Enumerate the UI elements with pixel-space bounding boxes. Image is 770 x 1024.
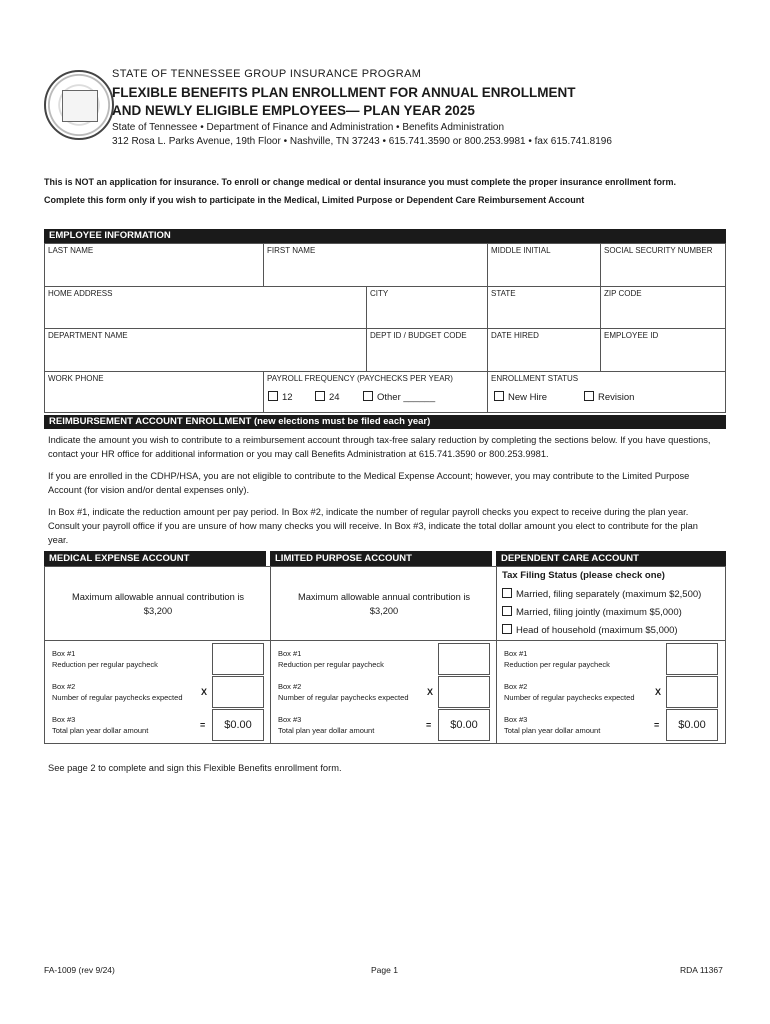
reimbursement-para-1: Indicate the amount you wish to contribute to a reimbursement account through tax-free salary reduction by completing the sections below. If you have questions, contact your HR office for additional information or you may call Benefits Administration at 615.741.3590 or 800.253.9981. <box>48 435 711 459</box>
dependent-account-header: DEPENDENT CARE ACCOUNT <box>496 551 726 566</box>
medical-box3-total[interactable]: $0.00 <box>212 709 264 741</box>
medical-max-text: Maximum allowable annual contribution is $3,200 <box>71 592 245 616</box>
city-field[interactable]: CITY <box>370 289 389 298</box>
work-phone-field[interactable]: WORK PHONE <box>48 374 104 383</box>
medical-account-header: MEDICAL EXPENSE ACCOUNT <box>44 551 266 566</box>
medical-box1-label: Box #1 Reduction per regular paycheck <box>52 649 158 669</box>
limited-equals-sign: = <box>426 720 432 730</box>
medical-equals-sign: = <box>200 720 206 730</box>
rda-number: RDA 11367 <box>680 965 723 975</box>
form-number: FA-1009 (rev 9/24) <box>44 965 115 975</box>
freq-other-checkbox[interactable]: Other ______ <box>363 391 435 403</box>
limited-box2-input[interactable] <box>438 676 490 708</box>
dependent-equals-sign: = <box>654 720 660 730</box>
state-field[interactable]: STATE <box>491 289 516 298</box>
dependent-box3-total[interactable]: $0.00 <box>666 709 718 741</box>
date-hired-field[interactable]: DATE HIRED <box>491 331 539 340</box>
closing-instruction: See page 2 to complete and sign this Flexible Benefits enrollment form. <box>48 763 342 773</box>
page-number: Page 1 <box>371 965 398 975</box>
dependent-box2-label: Box #2 Number of regular paychecks expected <box>504 682 635 702</box>
reimbursement-header: REIMBURSEMENT ACCOUNT ENROLLMENT (new elections must be filed each year) <box>44 415 726 429</box>
employee-info-header: EMPLOYEE INFORMATION <box>44 229 726 243</box>
limited-box2-label: Box #2 Number of regular paychecks expected <box>278 682 409 702</box>
last-name-field[interactable]: LAST NAME <box>48 246 94 255</box>
limited-max-text: Maximum allowable annual contribution is $3,200 <box>297 592 471 616</box>
medical-times-sign: X <box>201 687 208 697</box>
limited-box3-total[interactable]: $0.00 <box>438 709 490 741</box>
medical-box2-input[interactable] <box>212 676 264 708</box>
freq-12-checkbox[interactable]: 12 <box>268 391 293 403</box>
dependent-box1-input[interactable] <box>666 643 718 675</box>
new-hire-checkbox[interactable]: New Hire <box>494 391 547 403</box>
revision-checkbox[interactable]: Revision <box>584 391 634 403</box>
agency-info: State of Tennessee • Department of Finance and Administration • Benefits Administration 312 Rosa L. Parks Avenue, 19th Floor • Nashville, TN 37243 • 615.741.3590 or 800.253.9981 • fax 615.741.8196 <box>112 122 612 147</box>
dependent-box3-label: Box #3 Total plan year dollar amount <box>504 715 601 735</box>
dependent-box1-label: Box #1 Reduction per regular paycheck <box>504 649 610 669</box>
home-address-field[interactable]: HOME ADDRESS <box>48 289 113 298</box>
zip-field[interactable]: ZIP CODE <box>604 289 642 298</box>
employee-id-field[interactable]: EMPLOYEE ID <box>604 331 659 340</box>
notice-line-1: This is NOT an application for insurance. To enroll or change medical or dental insurance you must complete the proper insurance enrollment form. <box>44 177 676 187</box>
medical-box3-label: Box #3 Total plan year dollar amount <box>52 715 149 735</box>
limited-box3-label: Box #3 Total plan year dollar amount <box>278 715 375 735</box>
freq-24-checkbox[interactable]: 24 <box>315 391 340 403</box>
limited-times-sign: X <box>427 687 434 697</box>
dependent-times-sign: X <box>655 687 662 697</box>
enrollment-status-label: ENROLLMENT STATUS <box>491 374 579 383</box>
limited-account-header: LIMITED PURPOSE ACCOUNT <box>270 551 492 566</box>
notice-line-2: Complete this form only if you wish to participate in the Medical, Limited Purpose or Dependent Care Reimbursement Account <box>44 195 585 205</box>
medical-box1-input[interactable] <box>212 643 264 675</box>
department-field[interactable]: DEPARTMENT NAME <box>48 331 128 340</box>
tax-opt-married-jointly[interactable]: Married, filing jointly (maximum $5,000) <box>502 606 682 618</box>
state-seal-logo <box>44 70 114 140</box>
tax-opt-head-household[interactable]: Head of household (maximum $5,000) <box>502 624 678 636</box>
payroll-frequency-label: PAYROLL FREQUENCY (PAYCHECKS PER YEAR) <box>267 374 453 383</box>
tax-opt-married-separately[interactable]: Married, filing separately (maximum $2,500) <box>502 588 701 600</box>
reimbursement-para-2: If you are enrolled in the CDHP/HSA, you are not eligible to contribute to the Medical Expense Account; however, you may contribute to the Limited Purpose Account (for vision and/or dental expenses only). <box>48 471 690 495</box>
dependent-box2-input[interactable] <box>666 676 718 708</box>
dept-id-field[interactable]: DEPT ID / BUDGET CODE <box>370 331 467 340</box>
ssn-field[interactable]: SOCIAL SECURITY NUMBER <box>604 246 713 255</box>
limited-box1-label: Box #1 Reduction per regular paycheck <box>278 649 384 669</box>
form-title: FLEXIBLE BENEFITS PLAN ENROLLMENT FOR ANNUAL ENROLLMENT AND NEWLY ELIGIBLE EMPLOYEES— PLAN YEAR 2025 <box>112 85 576 118</box>
middle-initial-field[interactable]: MIDDLE INITIAL <box>491 246 551 255</box>
reimbursement-para-3: In Box #1, indicate the reduction amount per pay period. In Box #2, indicate the number of regular payroll checks you expect to receive during the plan year. Consult your payroll office if you are unsure of how many checks you will receive. In Box #3, indicate the total dollar amount you elect to contribute for the plan year. <box>48 507 698 545</box>
first-name-field[interactable]: FIRST NAME <box>267 246 316 255</box>
tax-status-title: Tax Filing Status (please check one) <box>502 570 665 581</box>
program-name: STATE OF TENNESSEE GROUP INSURANCE PROGRAM <box>112 68 422 80</box>
medical-box2-label: Box #2 Number of regular paychecks expected <box>52 682 183 702</box>
limited-box1-input[interactable] <box>438 643 490 675</box>
